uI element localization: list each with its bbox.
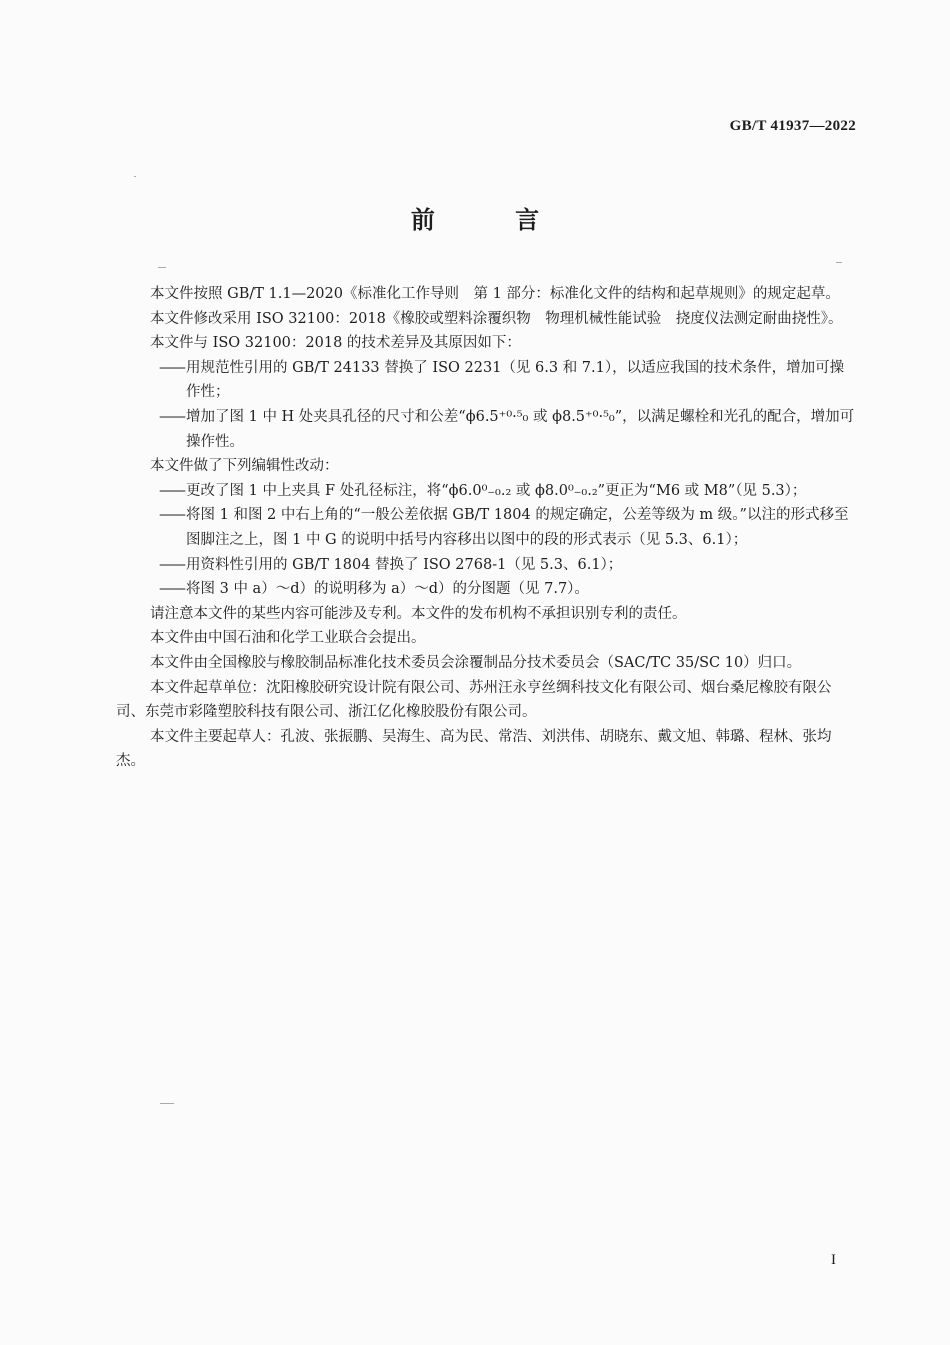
list-dash: —— bbox=[159, 359, 184, 376]
list-dash: —— bbox=[159, 581, 184, 598]
list-item bbox=[116, 503, 858, 552]
list-dash: —— bbox=[159, 482, 184, 499]
list-item bbox=[116, 479, 858, 504]
scan-speck bbox=[158, 267, 166, 268]
paragraph: 本文件由全国橡胶与橡胶制品标准化技术委员会涂覆制品分技术委员会（SAC/TC 35/SC 10）归口。 bbox=[150, 654, 802, 671]
list-dash: —— bbox=[159, 408, 184, 425]
list-item bbox=[116, 405, 858, 454]
list-item-text: 将图 1 和图 2 中右上角的“一般公差依据 GB/T 1804 的规定确定，公差等级为 m 级。”以注的形式移至图脚注之上，图 1 中 G 的说明中括号内容移出以图中的段的形式表示（见 5.3、6.1）； bbox=[186, 507, 849, 548]
page-title: 前 言 bbox=[410, 206, 576, 234]
list-dash: —— bbox=[159, 507, 184, 524]
paragraph: 本文件与 ISO 32100：2018 的技术差异及其原因如下： bbox=[150, 335, 521, 352]
list-item-text: 用规范性引用的 GB/T 24133 替换了 ISO 2231（见 6.3 和 7.1），以适应我国的技术条件，增加可操作性； bbox=[186, 359, 845, 401]
paragraph: 本文件做了下列编辑性改动： bbox=[150, 458, 339, 475]
paragraph: 本文件按照 GB/T 1.1—2020《标准化工作导则 第 1 部分：标准化文件的结构和起草规则》的规定起草。 bbox=[150, 286, 840, 302]
list-item-text: 将图 3 中 a）～d）的说明移为 a）～d）的分图题（见 7.7）。 bbox=[186, 581, 589, 598]
list-item-text: 更改了图 1 中上夹具 F 处孔径标注，将“ϕ6.0⁰₋₀.₂ 或 ϕ8.0⁰₋₀.₂”更正为“M6 或 M8”（见 5.3）； bbox=[186, 482, 807, 499]
list-item bbox=[116, 356, 858, 405]
paragraph: 本文件起草单位：沈阳橡胶研究设计院有限公司、苏州汪永亨丝绸科技文化有限公司、烟台桑尼橡胶有限公司、东莞市彩隆塑胶科技有限公司、浙江亿化橡胶股份有限公司。 bbox=[116, 679, 832, 721]
paragraph: 本文件主要起草人：孔波、张振鹏、吴海生、高为民、常浩、刘洪伟、胡晓东、戴文旭、韩璐、程林、张均杰。 bbox=[116, 728, 832, 770]
scan-speck bbox=[160, 1103, 174, 1104]
paragraph: 本文件由中国石油和化学工业联合会提出。 bbox=[150, 630, 426, 647]
list-item bbox=[116, 553, 858, 578]
scan-speck bbox=[134, 176, 136, 177]
scan-speck bbox=[836, 262, 842, 263]
page-number: I bbox=[831, 1252, 836, 1268]
standard-code: GB/T 41937—2022 bbox=[729, 118, 856, 134]
list-item-text: 用资料性引用的 GB/T 1804 替换了 ISO 2768-1（见 5.3、6.1）； bbox=[186, 556, 623, 573]
document-body bbox=[116, 282, 858, 774]
paragraph: 请注意本文件的某些内容可能涉及专利。本文件的发布机构不承担识别专利的责任。 bbox=[150, 605, 687, 622]
paragraph: 本文件修改采用 ISO 32100：2018《橡胶或塑料涂覆织物 物理机械性能试验 挠度仪法测定耐曲挠性》。 bbox=[150, 310, 843, 327]
list-dash: —— bbox=[159, 556, 184, 573]
list-item bbox=[116, 577, 858, 602]
list-item-text: 增加了图 1 中 H 处夹具孔径的尺寸和公差“ϕ6.5⁺⁰·⁵₀ 或 ϕ8.5⁺⁰·⁵₀”，以满足螺栓和光孔的配合，增加可操作性。 bbox=[186, 408, 855, 450]
